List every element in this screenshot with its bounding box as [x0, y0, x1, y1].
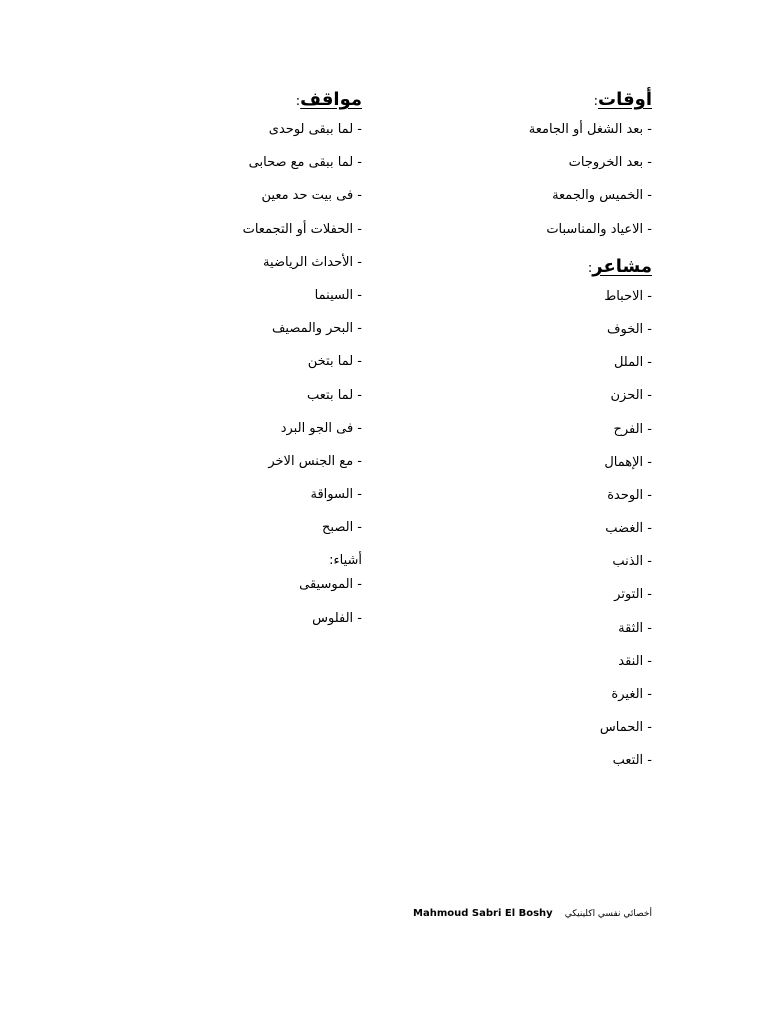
list-item: - السينما	[314, 287, 362, 303]
list-item: - الغضب	[605, 521, 652, 537]
situations-list	[162, 120, 362, 551]
list-item: - الصبح	[322, 520, 362, 536]
list-item: - الموسيقى	[299, 577, 362, 593]
footer-signature	[413, 906, 652, 922]
list-item: - الأحداث الرياضية	[263, 254, 362, 270]
feelings-heading-colon: :	[587, 260, 593, 276]
list-item: - الخميس والجمعة	[552, 188, 652, 204]
list-item: - السواقة	[310, 487, 362, 503]
list-item: - النقد	[618, 653, 652, 669]
feelings-heading	[452, 253, 652, 281]
list-item: - الاعياد والمناسبات	[546, 221, 652, 237]
times-heading-text: أوقات	[598, 89, 652, 110]
footer-title: أخصائي نفسي اكلينيكي	[564, 909, 652, 919]
list-item: - الغيرة	[611, 687, 652, 702]
list-item: - الحزن	[610, 388, 652, 404]
right-column	[452, 86, 652, 785]
list-item: - لما بتخن	[307, 354, 362, 370]
list-item: - البحر والمصيف	[271, 321, 362, 337]
list-item: - الوحدة	[607, 487, 652, 503]
list-item: - مع الجنس الاخر	[268, 453, 362, 469]
situations-heading	[162, 86, 362, 114]
list-item: - التعب	[612, 753, 652, 769]
list-item: - فى الجو البرد	[280, 420, 362, 436]
things-heading: أشياء:	[329, 553, 362, 569]
times-list	[452, 120, 652, 253]
list-item: - لما بتعب	[307, 387, 362, 403]
list-item: - الذنب	[612, 554, 652, 570]
feelings-list	[452, 287, 652, 785]
list-item: - لما ببقى لوحدى	[268, 122, 362, 137]
list-item: - بعد الخروجات	[568, 155, 652, 171]
list-item: - لما ببقى مع صحابى	[248, 155, 362, 171]
footer-author-name: Mahmoud Sabri El Boshy	[413, 908, 553, 919]
situations-heading-text: مواقف	[300, 89, 362, 110]
things-list	[162, 575, 362, 641]
list-item: - الملل	[613, 355, 652, 371]
list-item: - الاحباط	[604, 288, 652, 304]
list-item: - الحفلات أو التجمعات	[242, 221, 362, 237]
feelings-heading-text: مشاعر	[592, 255, 652, 277]
list-item: - التوتر	[614, 587, 652, 603]
left-column	[162, 86, 362, 642]
list-item: - الفرح	[613, 421, 652, 437]
situations-heading-colon: :	[295, 94, 301, 109]
list-item: - بعد الشغل أو الجامعة	[528, 122, 652, 137]
list-item: - الإهمال	[604, 454, 652, 470]
list-item: - الفلوس	[312, 610, 362, 626]
list-item: - الثقة	[618, 620, 652, 636]
list-item: - الحماس	[599, 720, 652, 736]
list-item: - الخوف	[607, 321, 652, 337]
times-heading-colon: :	[593, 94, 598, 109]
times-heading	[452, 86, 652, 114]
list-item: - فى بيت حد معين	[261, 188, 362, 204]
